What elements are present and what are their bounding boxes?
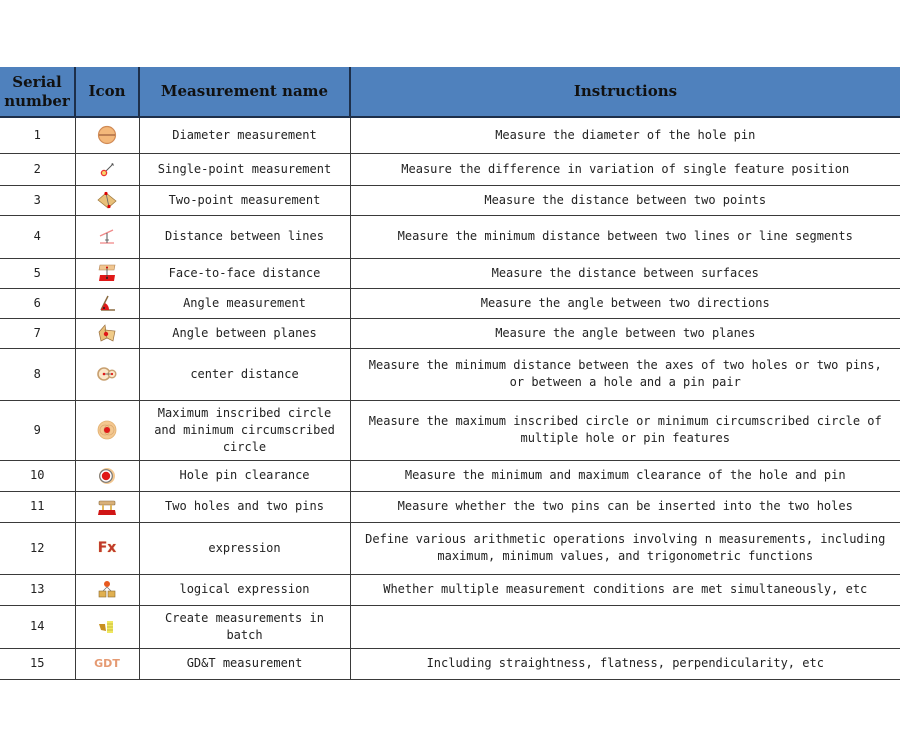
two-holes-pins-icon <box>96 496 118 518</box>
instructions-cell: Measure the distance between surfaces <box>350 258 900 288</box>
center-distance-icon <box>96 363 118 385</box>
serial-cell: 10 <box>0 460 75 491</box>
plane-angle-icon <box>96 322 118 344</box>
measurement-name-cell: GD&T measurement <box>139 648 350 679</box>
table-row <box>0 153 900 185</box>
table-row <box>0 574 900 605</box>
instructions-cell: Measure the maximum inscribed circle or minimum circumscribed circle of multiple hole or pin features <box>350 400 900 460</box>
instructions-cell: Measure the minimum and maximum clearance of the hole and pin <box>350 460 900 491</box>
instructions-cell: Measure the diameter of the hole pin <box>350 117 900 153</box>
measurement-name-cell: Face-to-face distance <box>139 258 350 288</box>
instructions-cell: Whether multiple measurement conditions are met simultaneously, etc <box>350 574 900 605</box>
serial-cell: 12 <box>0 522 75 574</box>
line-distance-icon <box>96 226 118 248</box>
table-row <box>0 348 900 400</box>
instructions-cell: Including straightness, flatness, perpendicularity, etc <box>350 648 900 679</box>
gdt-icon: GDT <box>94 657 120 670</box>
measurement-name-cell: logical expression <box>139 574 350 605</box>
header-instructions: Instructions <box>350 67 900 117</box>
serial-cell: 3 <box>0 185 75 215</box>
instructions-cell: Measure whether the two pins can be inserted into the two holes <box>350 491 900 522</box>
serial-cell: 13 <box>0 574 75 605</box>
clearance-icon <box>96 465 118 487</box>
header-icon: Icon <box>75 67 139 117</box>
serial-cell: 4 <box>0 215 75 258</box>
table-row <box>0 288 900 318</box>
measurement-name-cell: Two holes and two pins <box>139 491 350 522</box>
face-distance-icon <box>96 262 118 284</box>
table-row <box>0 648 900 679</box>
measurement-table <box>0 67 900 680</box>
table-row <box>0 400 900 460</box>
table-row <box>0 491 900 522</box>
single-point-icon <box>96 158 118 180</box>
table-row <box>0 258 900 288</box>
header-measurement-name: Measurement name <box>139 67 350 117</box>
measurement-name-cell: Diameter measurement <box>139 117 350 153</box>
two-point-icon <box>96 189 118 211</box>
angle-icon <box>96 292 118 314</box>
serial-cell: 6 <box>0 288 75 318</box>
measurement-name-cell: Angle between planes <box>139 318 350 348</box>
instructions-cell: Define various arithmetic operations involving n measurements, including maximum, minimum values, and trigonometric functions <box>350 522 900 574</box>
table-row <box>0 605 900 648</box>
header-row <box>0 67 900 117</box>
serial-cell: 15 <box>0 648 75 679</box>
serial-cell: 5 <box>0 258 75 288</box>
serial-cell: 8 <box>0 348 75 400</box>
measurement-name-cell: Angle measurement <box>139 288 350 318</box>
instructions-cell: Measure the angle between two planes <box>350 318 900 348</box>
instructions-cell <box>350 605 900 648</box>
serial-cell: 9 <box>0 400 75 460</box>
inscribed-circle-icon <box>96 419 118 441</box>
measurement-name-cell: Distance between lines <box>139 215 350 258</box>
table-row <box>0 117 900 153</box>
instructions-cell: Measure the minimum distance between two lines or line segments <box>350 215 900 258</box>
serial-cell: 1 <box>0 117 75 153</box>
table-row <box>0 185 900 215</box>
serial-cell: 14 <box>0 605 75 648</box>
serial-cell: 2 <box>0 153 75 185</box>
diameter-icon <box>96 124 118 146</box>
measurement-name-cell: Maximum inscribed circle and minimum circumscribed circle <box>139 400 350 460</box>
measurement-name-cell: Two-point measurement <box>139 185 350 215</box>
table-row <box>0 318 900 348</box>
instructions-cell: Measure the angle between two directions <box>350 288 900 318</box>
serial-cell: 7 <box>0 318 75 348</box>
logical-expression-icon <box>96 579 118 601</box>
serial-cell: 11 <box>0 491 75 522</box>
header-serial-number: Serial number <box>0 67 75 117</box>
table-row <box>0 215 900 258</box>
instructions-cell: Measure the minimum distance between the axes of two holes or two pins, or between a hole and a pin pair <box>350 348 900 400</box>
measurement-name-cell: expression <box>139 522 350 574</box>
measurement-name-cell: center distance <box>139 348 350 400</box>
measurement-name-cell: Hole pin clearance <box>139 460 350 491</box>
batch-create-icon <box>96 616 118 638</box>
instructions-cell: Measure the distance between two points <box>350 185 900 215</box>
expression-icon: Fx <box>97 539 117 556</box>
measurement-name-cell: Single-point measurement <box>139 153 350 185</box>
measurement-name-cell: Create measurements in batch <box>139 605 350 648</box>
instructions-cell: Measure the difference in variation of single feature position <box>350 153 900 185</box>
table-row <box>0 522 900 574</box>
table-row <box>0 460 900 491</box>
